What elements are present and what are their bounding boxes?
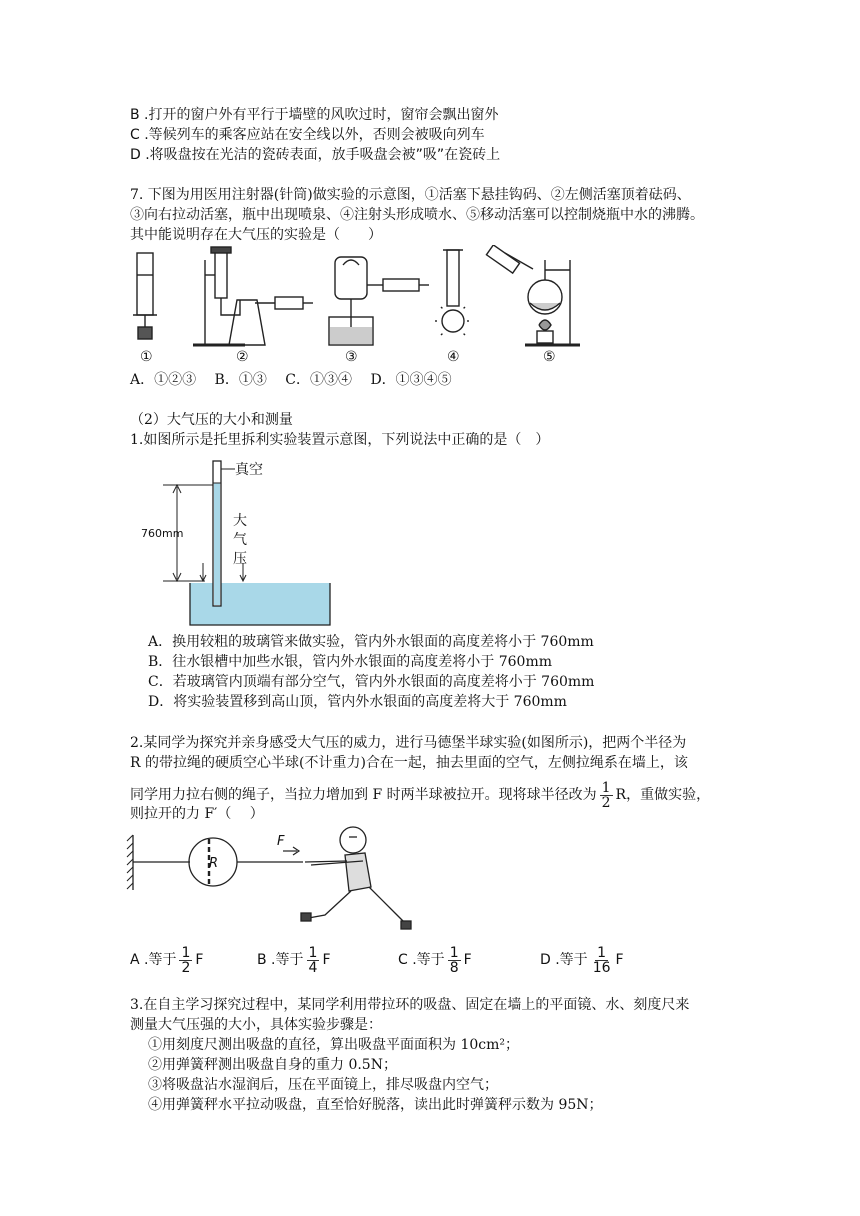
q2-option-b <box>257 945 331 975</box>
q1-option-a: A．换用较粗的玻璃管来做实验，管内外水银面的高度差将小于 760mm <box>148 634 594 650</box>
frac-den: 2 <box>181 959 191 976</box>
frac-den: 4 <box>308 959 318 976</box>
prev-option-d: D .将吸盘按在光洁的瓷砖表面，放手吸盘会被”吸”在瓷砖上 <box>130 147 501 163</box>
q2-option-b-frac <box>307 946 320 975</box>
q7-label-3: ③ <box>345 349 358 365</box>
frac-num: 1 <box>449 944 459 961</box>
q2-option-a-frac <box>179 946 192 975</box>
q1-option-d: D．将实验装置移到高山顶，管内外水银面的高度差将大于 760mm <box>148 694 567 710</box>
q2-line3-post: R，重做实验， <box>615 787 711 803</box>
q7-stem-line2: ③向右拉动活塞，瓶中出现喷泉、④注射头形成喷水、⑤移动活塞可以控制烧瓶中水的沸腾。 <box>130 207 704 223</box>
q2-option-d-label: D .等于 <box>540 952 588 968</box>
frac-num: 1 <box>308 944 318 961</box>
q7-label-2: ② <box>236 349 249 365</box>
fig-force-label: F <box>277 834 285 849</box>
prev-option-b: B .打开的窗户外有平行于墙壁的风吹过时，窗帘会飘出窗外 <box>130 107 499 123</box>
frac-num: 1 <box>597 944 607 961</box>
q2-frac-den: 2 <box>601 794 611 811</box>
magdeburg-figure <box>125 825 425 940</box>
frac-den: 16 <box>592 959 611 976</box>
q2-stem-line2: R 的带拉绳的硬质空心半球(不计重力)合在一起，抽去里面的空气，左侧拉绳系在墙上，该 <box>130 755 688 771</box>
q3-stem-line2: 测量大气压强的大小，具体实验步骤是： <box>130 1017 382 1033</box>
q7-stem-line1: 7. 下图为用医用注射器(针筒)做实验的示意图，①活塞下悬挂钩码、②左侧活塞顶着砝码、 <box>130 187 691 203</box>
fig-pressure-char-1: 大 <box>233 513 247 529</box>
q2-option-a <box>130 945 203 975</box>
q2-option-b-unit: F <box>322 952 331 968</box>
q2-option-a-label: A .等于 <box>130 952 177 968</box>
q7-figure-2 <box>193 247 313 345</box>
q3-stem-line1: 3.在自主学习探究过程中，某同学利用带拉环的吸盘、固定在墙上的平面镜、水、刻度尺来 <box>130 997 690 1013</box>
fig-height-label: 760mm <box>141 527 184 540</box>
q7-label-4: ④ <box>447 349 460 365</box>
q2-option-b-label: B .等于 <box>257 952 304 968</box>
q2-option-d-unit: F <box>615 952 624 968</box>
q1-option-b: B．往水银槽中加些水银，管内外水银面的高度差将小于 760mm <box>148 654 553 670</box>
q7-stem-line3: 其中能说明存在大气压的实验是（ ） <box>130 227 382 243</box>
q2-stem-line1: 2.某同学为探究并亲身感受大气压的威力，进行马德堡半球实验(如图所示)，把两个半径为 <box>130 735 687 751</box>
q2-option-a-unit: F <box>195 952 204 968</box>
q7-figure-5 <box>486 245 580 345</box>
q2-frac-num: 1 <box>601 779 611 796</box>
q2-option-d <box>540 945 624 975</box>
q7-figure-3 <box>329 257 429 345</box>
q2-line3-pre: 同学用力拉右侧的绳子，当拉力增加到 F 时两半球被拉开。现将球半径改为 <box>130 787 597 803</box>
q7-options: A．①②③ B．①③ C．①③④ D．①③④⑤ <box>130 372 452 388</box>
frac-den: 8 <box>449 959 459 976</box>
fig-pressure-char-2: 气 <box>233 532 247 548</box>
q2-fraction <box>600 781 613 810</box>
q2-option-d-frac <box>591 946 613 975</box>
fig-pressure-char-3: 压 <box>233 551 247 567</box>
q7-figure-1 <box>133 253 157 339</box>
q1-option-c: C．若玻璃管内顶端有部分空气，管内外水银面的高度差将小于 760mm <box>148 674 595 690</box>
q2-option-c-label: C .等于 <box>398 952 445 968</box>
q2-option-c-frac <box>448 946 461 975</box>
fig-radius-label: R <box>209 856 219 871</box>
q3-step-2: ②用弹簧秤测出吸盘自身的重力 0.5N； <box>148 1057 397 1073</box>
torricelli-figure <box>135 455 435 635</box>
frac-num: 1 <box>181 944 191 961</box>
q2-stem-line4: 则拉开的力 F′（ ） <box>130 806 264 822</box>
q3-step-4: ④用弹簧秤水平拉动吸盘，直至恰好脱落，读出此时弹簧秤示数为 95N； <box>148 1097 603 1113</box>
q3-step-1: ①用刻度尺测出吸盘的直径，算出吸盘平面面积为 10cm²； <box>148 1037 519 1053</box>
prev-option-c: C .等候列车的乘客应站在安全线以外，否则会被吸向列车 <box>130 127 485 143</box>
q2-option-c-unit: F <box>463 952 472 968</box>
q3-step-3: ③将吸盘沾水湿润后，压在平面镜上，排尽吸盘内空气； <box>148 1077 498 1093</box>
section-title: （2）大气压的大小和测量 <box>130 412 293 428</box>
fig-vacuum-label: 真空 <box>235 462 263 478</box>
q7-label-5: ⑤ <box>543 349 556 365</box>
q7-figure-4 <box>435 250 471 335</box>
q1-stem: 1.如图所示是托里拆利实验装置示意图，下列说法中正确的是（ ） <box>130 432 550 448</box>
q7-label-1: ① <box>140 349 153 365</box>
q2-option-c <box>398 945 472 975</box>
